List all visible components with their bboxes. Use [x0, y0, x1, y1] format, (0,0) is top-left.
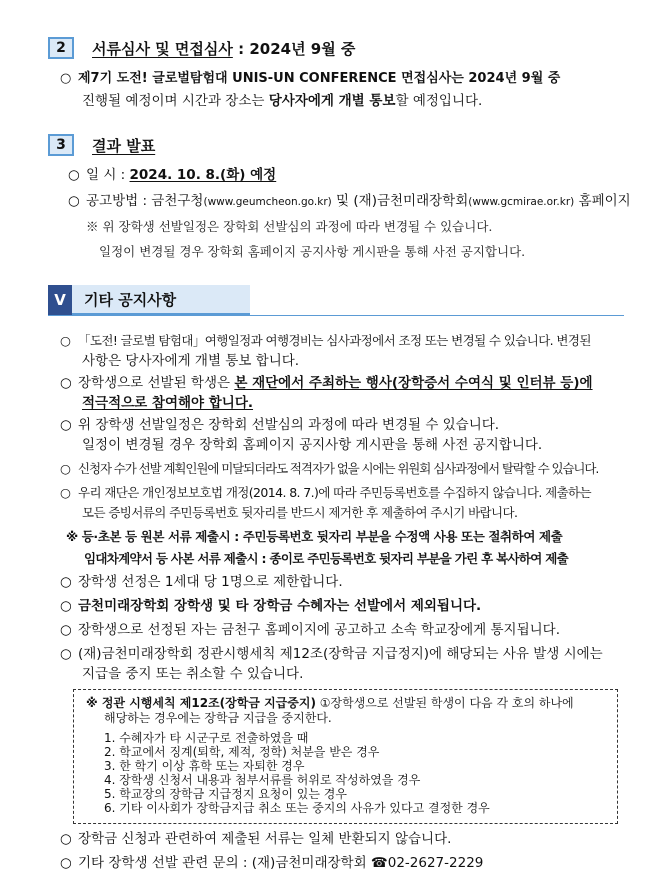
- bullet-icon: ○: [60, 485, 71, 500]
- result-method: ○ 공고방법 : 금천구청(www.geumcheon.go.kr) 및 (재)금천미래장학회(www.gcmirae.or.kr) 홈페이지: [68, 193, 631, 209]
- bullet-icon: ○: [68, 167, 80, 183]
- star-note: 임대차계약서 등 사본 서류 제출시 : 종이로 주민등록번호 뒷자리 부분을 가린 후 복사하여 제출: [84, 551, 569, 566]
- bullet-icon: ○: [60, 646, 72, 662]
- bullet-icon: ○: [60, 71, 72, 86]
- list-item: ○ 제7기 도전! 글로벌탐험대 UNIS-UN CONFERENCE 면접심사는 2024년 9월 중: [60, 69, 560, 89]
- note: ※ 위 장학생 선발일정은 장학회 선발심의 과정에 따라 변경될 수 있습니다.: [86, 219, 493, 234]
- list-item-cont: 일정이 변경될 경우 장학회 홈페이지 공지사항 게시판을 통해 사전 공지합니다.: [82, 437, 543, 453]
- bullet-icon: ○: [60, 461, 70, 476]
- list-item: 1. 수혜자가 타 시군구로 전출하였을 때: [104, 731, 309, 745]
- list-item: ○ 신청자 수가 선발 계획인원에 미달되더라도 적격자가 없을 시에는 위원회 심사과정에서 탈락할 수 있습니다.: [60, 459, 598, 479]
- section-number: V: [48, 285, 72, 315]
- result-date: ○ 일 시 : 2024. 10. 8.(화) 예정: [68, 167, 277, 183]
- list-item: ○ 장학생으로 선정된 자는 금천구 홈페이지에 공고하고 소속 학교장에게 통지됩니다.: [60, 622, 561, 638]
- section-title: 결과 발표: [92, 136, 156, 155]
- list-item-cont: 적극적으로 참여해야 합니다.: [82, 395, 254, 411]
- phone-icon: ☎: [370, 855, 388, 871]
- list-item: ○ 기타 장학생 선발 관련 문의 : (재)금천미래장학회 ☎02-2627-2229: [60, 855, 484, 871]
- list-item-cont: 지급을 중지 또는 취소할 수 있습니다.: [82, 666, 304, 682]
- bullet-icon: ○: [60, 622, 72, 638]
- list-item: 6. 기타 이사회가 장학금지급 취소 또는 중지의 사유가 있다고 결정한 경우: [104, 801, 490, 815]
- regulation-box: [73, 689, 618, 824]
- list-item: 3. 한 학기 이상 휴학 또는 자퇴한 경우: [104, 759, 305, 773]
- bullet-icon: ○: [60, 333, 71, 348]
- section-number: 3: [48, 134, 74, 156]
- list-item: 5. 학교장의 장학금 지급정지 요청이 있는 경우: [104, 787, 347, 801]
- list-item: 2. 학교에서 징계(퇴학, 제적, 정학) 처분을 받은 경우: [104, 745, 380, 759]
- list-item-cont: 사항은 당사자에게 개별 통보 합니다.: [82, 353, 300, 369]
- list-item-cont: 모든 증빙서류의 주민등록번호 뒷자리를 반드시 제거한 후 제출하여 주시기 바랍니다.: [82, 505, 518, 520]
- list-item: ○ 장학금 신청과 관련하여 제출된 서류는 일체 반환되지 않습니다.: [60, 831, 452, 847]
- bullet-icon: ○: [60, 574, 72, 590]
- list-item: ○ 장학생으로 선발된 학생은 본 재단에서 주최하는 행사(장학증서 수여식 및 인터뷰 등)에: [60, 375, 593, 391]
- bullet-icon: ○: [60, 417, 72, 433]
- list-item: ○ 금천미래장학회 장학생 및 타 장학금 수혜자는 선발에서 제외됩니다.: [60, 598, 482, 614]
- bullet-icon: ○: [60, 831, 72, 847]
- note: 일정이 변경될 경우 장학회 홈페이지 공지사항 게시판을 통해 사전 공지합니다.: [99, 244, 526, 259]
- list-item: ○ 「도전! 글로벌 탐험대」여행일정과 여행경비는 심사과정에서 조정 또는 변경될 수 있습니다. 변경된: [60, 331, 591, 351]
- star-note: ※ 등·초본 등 원본 서류 제출시 : 주민등록번호 뒷자리 부분을 수정액 사용 또는 절취하여 제출: [66, 529, 563, 544]
- list-item: ○ 장학생 선정은 1세대 당 1명으로 제한합니다.: [60, 574, 343, 590]
- phone-number: 02-2627-2229: [387, 855, 484, 871]
- list-item: 4. 장학생 신청서 내용과 첨부서류를 허위로 작성하였을 경우: [104, 773, 421, 787]
- section-2-header: [48, 37, 355, 59]
- section-3-header: [48, 134, 155, 156]
- list-item: ○ (재)금천미래장학회 정관시행세칙 제12조(장학금 지급정지)에 해당되는 사유 발생 시에는: [60, 646, 603, 662]
- section-number: 2: [48, 37, 74, 59]
- section-5-header: [48, 285, 250, 315]
- list-item: ○ 우리 재단은 개인정보보호법 개정(2014. 8. 7.)에 따라 주민등록번호를 수집하지 않습니다. 제출하는: [60, 483, 591, 503]
- list-item: ○ 위 장학생 선발일정은 장학회 선발심의 과정에 따라 변경될 수 있습니다.: [60, 417, 500, 433]
- bullet-icon: ○: [60, 375, 72, 391]
- box-heading: ※ 정관 시행세칙 제12조(장학금 지급중지) ①장학생으로 선발된 학생이 다음 각 호의 하나에: [86, 696, 574, 710]
- bullet-icon: ○: [60, 855, 72, 871]
- bullet-icon: ○: [68, 193, 80, 209]
- section-title: 서류심사 및 면접심사 : 2024년 9월 중: [92, 39, 356, 58]
- divider: [48, 315, 624, 316]
- bullet-icon: ○: [60, 598, 72, 614]
- section-title: 기타 공지사항: [72, 285, 250, 315]
- list-item-cont: 진행될 예정이며 시간과 장소는 당사자에게 개별 통보할 예정입니다.: [82, 93, 483, 109]
- box-heading-cont: 해당하는 경우에는 장학금 지급을 중지한다.: [104, 711, 332, 725]
